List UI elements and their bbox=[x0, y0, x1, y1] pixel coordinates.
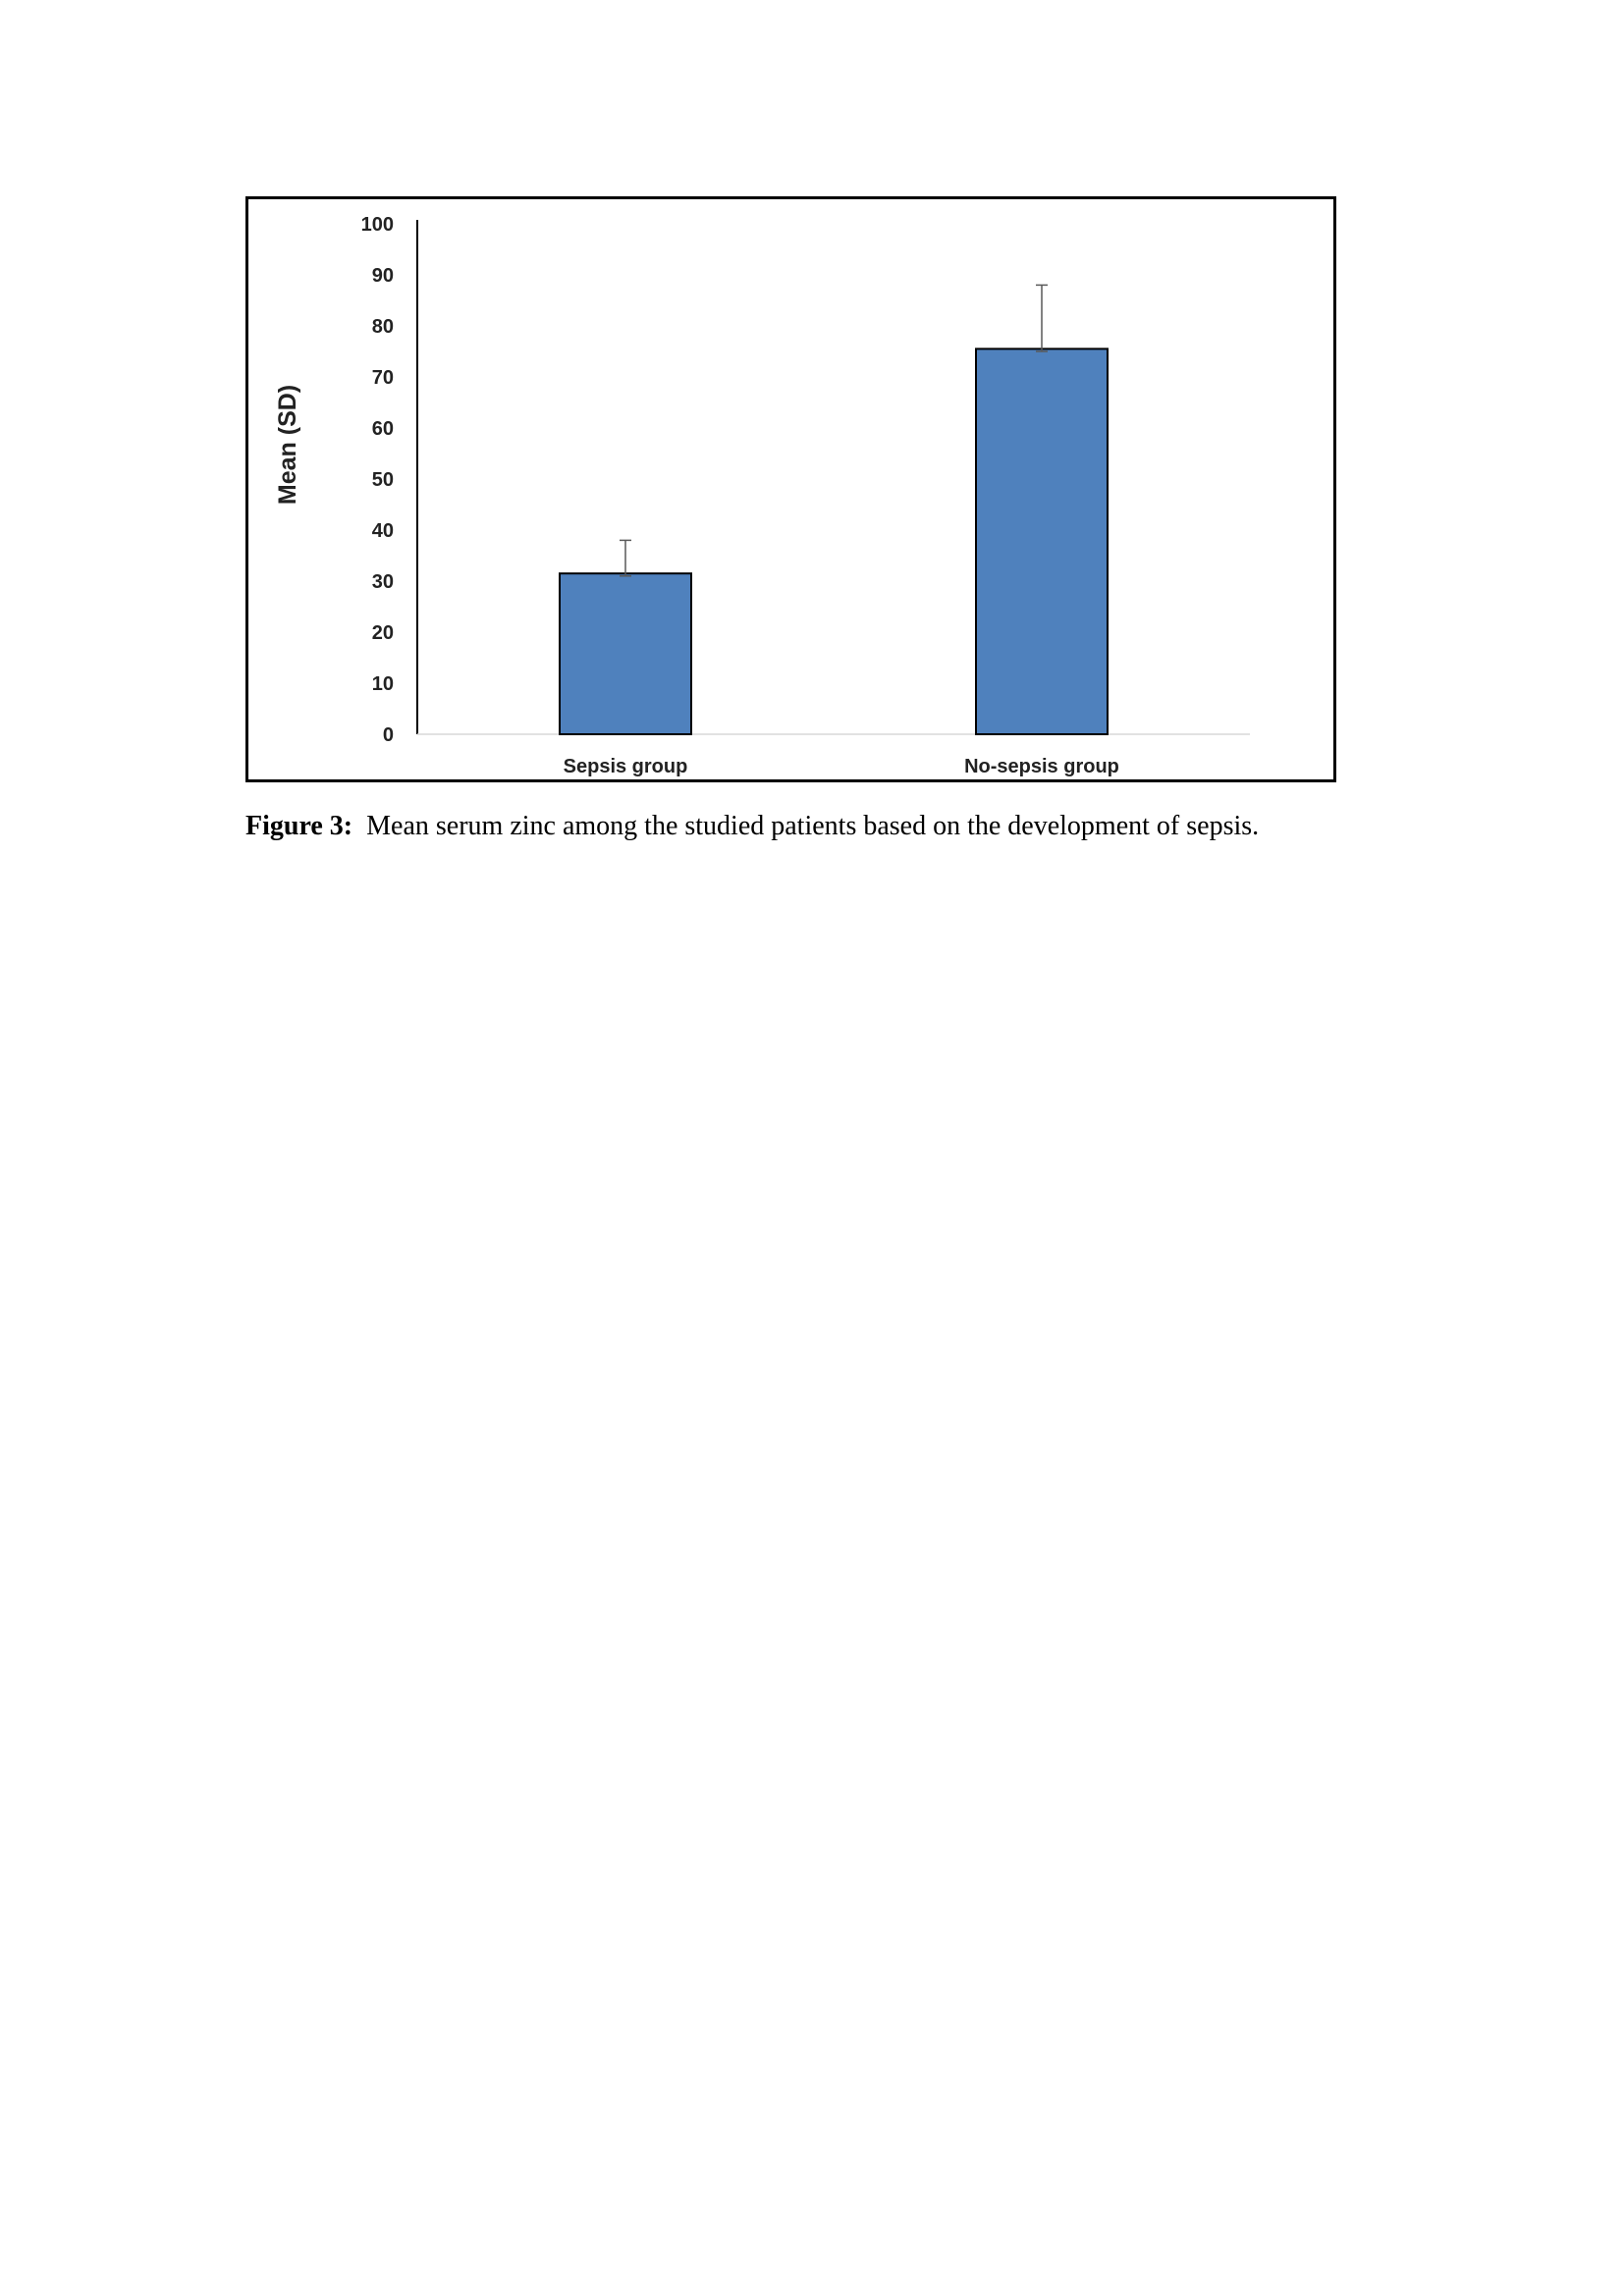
y-tick-label: 0 bbox=[382, 724, 394, 746]
x-tick-label: Sepsis group bbox=[563, 756, 688, 777]
y-tick-label: 40 bbox=[371, 520, 394, 542]
y-tick-label: 90 bbox=[371, 265, 394, 287]
y-tick-label: 80 bbox=[371, 316, 394, 338]
y-tick-label: 10 bbox=[371, 673, 394, 695]
bar bbox=[976, 348, 1108, 734]
y-tick-label: 70 bbox=[371, 367, 394, 389]
bar-chart bbox=[248, 199, 1333, 779]
y-axis-title: Mean (SD) bbox=[274, 384, 301, 506]
x-tick-label: No-sepsis group bbox=[964, 756, 1119, 777]
y-tick-label: 20 bbox=[371, 622, 394, 644]
figure-frame bbox=[245, 196, 1336, 782]
y-tick-label: 60 bbox=[371, 418, 394, 440]
y-tick-label: 30 bbox=[371, 571, 394, 593]
caption-label: Figure 3: bbox=[245, 811, 353, 841]
y-tick-label: 100 bbox=[360, 214, 394, 236]
figure-caption bbox=[245, 811, 1259, 842]
y-tick-label: 50 bbox=[371, 469, 394, 491]
caption-text: Mean serum zinc among the studied patients based on the development of sepsis. bbox=[366, 811, 1260, 841]
bar bbox=[560, 573, 691, 734]
